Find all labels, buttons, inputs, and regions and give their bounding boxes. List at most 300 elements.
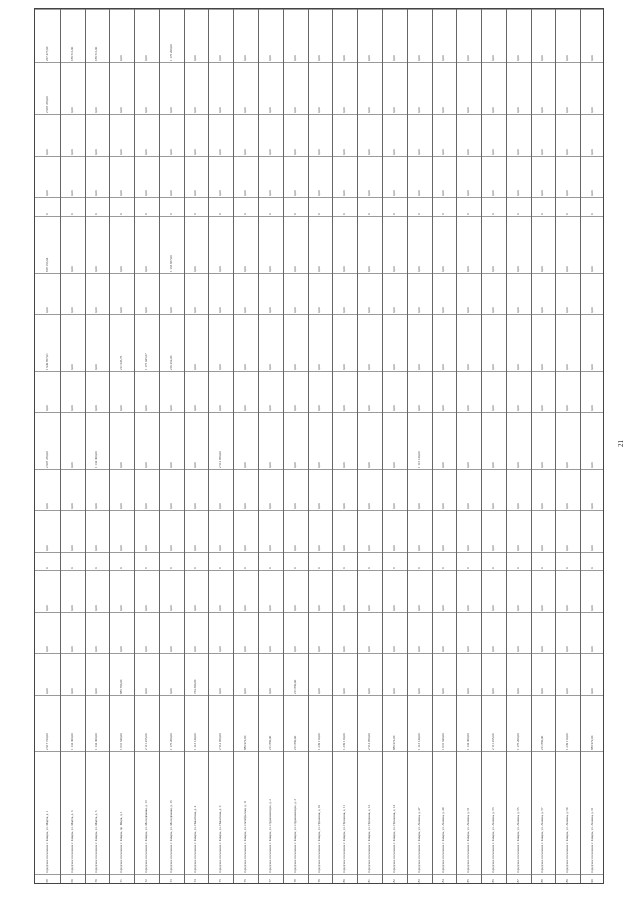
table-cell: 0,00	[267, 462, 272, 468]
table-cell: 0,00	[515, 405, 520, 412]
column-separator	[35, 197, 603, 198]
table-cell: 2 111 265,00	[143, 733, 148, 751]
table-cell: 0,00	[565, 605, 570, 611]
table-cell: 0,00	[515, 149, 520, 155]
table-cell: 0,00	[565, 55, 570, 61]
table-cell	[467, 214, 470, 216]
table-cell: 171	[119, 879, 124, 884]
table-cell: 0,00	[441, 364, 446, 370]
table-cell: 0,00	[441, 405, 446, 412]
table-cell: 0,00	[292, 646, 297, 653]
table-cell: 0,00	[466, 364, 471, 370]
table-cell: 0,00	[342, 107, 347, 114]
table-cell	[269, 214, 272, 216]
table-cell: 1 239 110,00	[317, 733, 322, 751]
table-cell: 0,00	[218, 107, 223, 114]
table-cell: 0,00	[590, 307, 594, 314]
table-cell: 0,00	[590, 605, 594, 611]
table-cell: 0,00	[540, 503, 545, 510]
table-cell: 0,00	[590, 190, 594, 197]
table-cell: 0,00	[565, 149, 570, 155]
table-cell: 0,00	[466, 307, 471, 314]
table-cell: 0,00	[466, 605, 471, 611]
table-cell	[492, 568, 495, 570]
table-cell: 0,00	[193, 107, 198, 114]
table-cell: 0,00	[490, 688, 495, 694]
table-cell: городское поселение г. Кимры, ул. Марта, д. 1	[44, 810, 49, 873]
table-cell	[170, 214, 173, 216]
table-cell: 174	[193, 879, 198, 884]
table-cell: 0,00	[416, 307, 421, 314]
table-cell: 0,00	[243, 646, 248, 653]
table-cell: 0,00	[243, 405, 248, 412]
row-separator	[456, 9, 457, 883]
table-cell: 0,00	[94, 646, 99, 653]
table-cell: 0,00	[490, 149, 495, 155]
table-cell: 2 907 470,00	[44, 450, 49, 468]
table-cell: 0,00	[342, 646, 347, 653]
row-separator	[382, 9, 383, 883]
table-cell: 0,00	[143, 544, 148, 551]
table-cell: 0,00	[441, 544, 446, 551]
table-cell: 0,00	[466, 544, 471, 551]
table-cell: 211 860,00	[267, 736, 272, 751]
table-cell: 0,00	[590, 646, 594, 653]
table-cell: 0,00	[342, 190, 347, 197]
table-cell	[318, 568, 321, 570]
table-cell: 0,00	[243, 307, 248, 314]
table-cell: 183	[416, 879, 421, 884]
table-cell: 0,00	[119, 646, 124, 653]
table-cell: 0,00	[366, 149, 371, 155]
table-cell: 0,00	[69, 605, 74, 611]
table-cell: 0,00	[490, 266, 495, 272]
table-cell: 0,00	[515, 107, 520, 114]
table-cell: 0,00	[391, 149, 396, 155]
row-separator	[134, 9, 135, 883]
table-cell: 189 511,00	[69, 46, 74, 61]
column-separator	[35, 751, 603, 752]
table-cell: 0,00	[590, 107, 594, 114]
table-cell: 0,00	[243, 503, 248, 510]
row-separator	[332, 9, 333, 883]
table-cell: 0,00	[490, 503, 495, 510]
row-separator	[555, 9, 556, 883]
table-cell: 0,00	[540, 266, 545, 272]
table-cell: 0,00	[441, 149, 446, 155]
table-cell: 880 972,00	[590, 735, 594, 751]
table-cell: 0,00	[69, 462, 74, 468]
table-cell	[145, 568, 148, 570]
table-cell	[566, 214, 569, 216]
table-cell: 0,00	[416, 55, 421, 61]
row-separator	[407, 9, 408, 883]
table-cell: 0,00	[44, 405, 49, 412]
table-cell: 188	[540, 879, 545, 884]
table-cell: городское поселение г. Кимры, ул. Ленина, д. 61	[590, 807, 594, 873]
table-cell	[541, 568, 544, 570]
table-cell: 0,00	[44, 646, 49, 653]
table-cell: 0,00	[466, 688, 471, 694]
row-separator	[308, 9, 309, 883]
table-cell: 175	[218, 879, 223, 884]
table-cell: 0,00	[143, 266, 148, 272]
table-cell: 0,00	[69, 364, 74, 370]
table-cell: 0,00	[218, 605, 223, 611]
table-cell: 0,00	[466, 646, 471, 653]
table-cell: 0,00	[391, 364, 396, 370]
table-cell: 219 262,00	[168, 355, 173, 370]
table-cell: 0,00	[366, 688, 371, 694]
row-separator	[184, 9, 185, 883]
table-cell: 0,00	[342, 405, 347, 412]
table-cell: 0,00	[515, 544, 520, 551]
column-separator	[35, 874, 603, 875]
table-cell: городское поселение г. Кимры, ул. Ленина, д. 55	[515, 807, 520, 873]
table-cell	[219, 568, 222, 570]
table-cell	[343, 214, 346, 216]
table-cell: 0,00	[540, 149, 545, 155]
table-cell: 0,00	[317, 544, 322, 551]
table-cell: 0,00	[193, 190, 198, 197]
table-cell: 0,00	[292, 107, 297, 114]
table-cell: 0,00	[590, 364, 594, 370]
row-separator	[580, 9, 581, 883]
table-cell: 0,00	[540, 462, 545, 468]
table-cell: 0,00	[342, 605, 347, 611]
table-cell: городское поселение г. Кимры, ул. Орджоникидзе, д. 2	[267, 798, 272, 873]
table-cell: 0,00	[243, 364, 248, 370]
table-cell: 0,00	[292, 266, 297, 272]
column-separator	[35, 570, 603, 571]
table-cell: 168	[44, 879, 49, 884]
table-cell: 170	[94, 879, 99, 884]
table-cell: 0,00	[267, 405, 272, 412]
table-cell: 0,00	[143, 190, 148, 197]
column-separator	[35, 510, 603, 511]
table-cell: городское поселение г. Кимры, ул. Ленина, д. 59	[565, 807, 570, 873]
table-cell: 0,00	[267, 605, 272, 611]
table-cell: 0,00	[590, 544, 594, 551]
table-cell: 0,00	[218, 190, 223, 197]
table-cell: 211 860,00	[292, 736, 297, 751]
table-cell: 0,00	[317, 107, 322, 114]
table-cell: 0,00	[317, 364, 322, 370]
table-cell: 0,00	[292, 462, 297, 468]
table-cell: 0,00	[243, 55, 248, 61]
table-cell: 0,00	[168, 107, 173, 114]
table-cell: 0,00	[366, 364, 371, 370]
table-cell: 0,00	[143, 55, 148, 61]
table-cell: 0,00	[193, 266, 198, 272]
table-cell: 0,00	[292, 405, 297, 412]
table-cell: 0,00	[466, 190, 471, 197]
table-cell: 182	[391, 879, 396, 884]
table-cell: 0,00	[391, 55, 396, 61]
table-cell: 0,00	[317, 266, 322, 272]
table-cell: 0,00	[267, 107, 272, 114]
table-cell: 0,00	[515, 462, 520, 468]
table-cell: 0,00	[292, 544, 297, 551]
table-cell: 0,00	[119, 605, 124, 611]
table-cell: 1 113 140,00	[193, 733, 198, 751]
table-cell: 1 176 200,00	[168, 733, 173, 751]
table-cell: 2 907 470,00	[44, 96, 49, 114]
table-cell: 1 949 857,01	[44, 352, 49, 370]
table-cell	[442, 568, 445, 570]
table-cell: 0,00	[416, 688, 421, 694]
table-cell: 0,00	[267, 503, 272, 510]
table-cell: 0,00	[94, 149, 99, 155]
table-cell: 0,00	[94, 266, 99, 272]
table-cell: 0,00	[267, 149, 272, 155]
table-cell: 0,00	[391, 266, 396, 272]
table-cell: 172	[143, 879, 148, 884]
table-cell: 0,00	[540, 55, 545, 61]
table-cell: 187	[515, 879, 520, 884]
column-separator	[35, 695, 603, 696]
table-cell: 1 134 300,00	[69, 733, 74, 751]
table-cell: 0,00	[119, 107, 124, 114]
table-cell	[467, 568, 470, 570]
column-separator	[35, 653, 603, 654]
table-cell: 1 175 045,67	[143, 352, 148, 370]
table-cell: 0,00	[317, 646, 322, 653]
table-cell: 0,00	[342, 544, 347, 551]
table-cell: 0,00	[143, 646, 148, 653]
table-cell: 0,00	[366, 405, 371, 412]
row-separator	[531, 9, 532, 883]
table-cell: 0,00	[243, 688, 248, 694]
table-cell: 1 031 640,00	[441, 733, 446, 751]
table-cell: 0,00	[366, 462, 371, 468]
table-cell: 0,00	[391, 107, 396, 114]
table-cell: 0,00	[44, 503, 49, 510]
table-cell: 0,00	[267, 646, 272, 653]
table-cell: 0,00	[490, 55, 495, 61]
table-cell: 0,00	[441, 190, 446, 197]
table-cell	[318, 214, 321, 216]
table-cell: 0,00	[168, 605, 173, 611]
table-cell: 0,00	[168, 190, 173, 197]
table-cell: 0,00	[267, 55, 272, 61]
table-cell: 0,00	[119, 307, 124, 314]
table-cell: 0,00	[515, 503, 520, 510]
table-cell: 0,00	[94, 190, 99, 197]
table-cell: 0,00	[218, 55, 223, 61]
table-cell: 0,00	[292, 55, 297, 61]
table-cell: 0,00	[69, 503, 74, 510]
table-cell: 0,00	[218, 266, 223, 272]
table-cell: 0,00	[317, 503, 322, 510]
table-cell: 0,00	[267, 544, 272, 551]
table-cell: 0,00	[193, 462, 198, 468]
table-cell: 0,00	[267, 688, 272, 694]
table-cell: 0,00	[342, 266, 347, 272]
table-cell	[95, 568, 98, 570]
table-cell	[194, 568, 197, 570]
table-cell: 0,00	[416, 149, 421, 155]
table-cell: 0,00	[218, 405, 223, 412]
table-cell: 0,00	[168, 646, 173, 653]
table-cell: 0,00	[143, 688, 148, 694]
table-cell: 0,00	[416, 646, 421, 653]
table-cell: 0,00	[466, 405, 471, 412]
table-cell: 0,00	[218, 688, 223, 694]
table-cell: 0,00	[515, 266, 520, 272]
table-cell: 0,00	[119, 462, 124, 468]
table-cell: 0,00	[218, 307, 223, 314]
table-cell: городское поселение г. Кимры, ул. Пушкина, д. 10	[317, 804, 322, 873]
table-cell: 0,00	[143, 462, 148, 468]
row-separator	[258, 9, 259, 883]
table-cell: городское поселение г. Кимры, ул. Ленина, д. 47	[416, 807, 421, 873]
table-cell	[145, 214, 148, 216]
table-cell: 190	[590, 879, 594, 884]
table-cell: 2 512 950,00	[218, 733, 223, 751]
table-cell: 211 860,00	[292, 679, 297, 694]
table-cell	[170, 568, 173, 570]
table-cell: 0,00	[69, 307, 74, 314]
table-cell: 0,00	[44, 605, 49, 611]
table-cell: 1 239 110,00	[342, 733, 347, 751]
table-cell	[418, 568, 421, 570]
table-cell: 0,00	[317, 688, 322, 694]
table-cell: городское поселение г. Кимры, ул. Ленина, д. 53	[490, 807, 495, 873]
table-cell: 0,00	[94, 405, 99, 412]
table-cell: 0,00	[515, 307, 520, 314]
column-separator	[35, 469, 603, 470]
table-cell: 0,00	[168, 149, 173, 155]
table-cell: 0,00	[218, 646, 223, 653]
table-cell: 0,00	[119, 544, 124, 551]
table-cell: 0,00	[69, 405, 74, 412]
row-separator	[506, 9, 507, 883]
table-cell	[368, 214, 371, 216]
table-cell: 0,00	[515, 364, 520, 370]
row-separator	[283, 9, 284, 883]
table-cell: 181	[366, 879, 371, 884]
table-cell: городское поселение г. Кимры, ул. Ленина, д. 49	[441, 807, 446, 873]
table-cell: 176	[243, 879, 248, 884]
table-cell: 0,00	[243, 107, 248, 114]
table-cell: 0,00	[490, 544, 495, 551]
table-cell: 0,00	[193, 149, 198, 155]
table-cell: 0,00	[94, 544, 99, 551]
table-cell: 0,00	[391, 190, 396, 197]
table-cell	[393, 568, 396, 570]
table-cell: городское поселение г. Кимры, ул. Молодёжная, д. 15	[168, 800, 173, 873]
table-cell: 0,00	[416, 405, 421, 412]
table-cell	[46, 568, 49, 570]
table-cell: 211 645,76	[119, 355, 124, 370]
table-cell: городское поселение г. Кимры, ул. Пушкина, д. 11	[342, 804, 347, 873]
table-cell: 0,00	[119, 503, 124, 510]
table-cell: 0,00	[243, 149, 248, 155]
table-cell: 0,00	[466, 107, 471, 114]
table-cell: 0,00	[243, 190, 248, 197]
table-cell: 0,00	[193, 544, 198, 551]
table-cell: 0,00	[540, 364, 545, 370]
table-cell: 0,00	[218, 503, 223, 510]
column-separator	[35, 62, 603, 63]
table-cell	[244, 568, 247, 570]
table-cell	[393, 214, 396, 216]
table-cell: 0,00	[515, 55, 520, 61]
table-cell: 0,00	[366, 307, 371, 314]
table-cell: городское поселение г. Кимры, ул. Орджоникидзе, д. 3	[292, 798, 297, 873]
table-cell: городское поселение г. Кимры, ул. Марта, д. 3	[69, 810, 74, 873]
table-cell: 0,00	[168, 307, 173, 314]
table-cell: 0,00	[590, 503, 594, 510]
table-cell: 0,00	[416, 266, 421, 272]
table-cell: 0,00	[119, 190, 124, 197]
table-cell: 0,00	[416, 190, 421, 197]
table-cell: городское поселение г. Кимры, ул. Никитина, д. 4	[193, 805, 198, 873]
table-cell	[591, 568, 594, 570]
table-cell: 0,00	[44, 688, 49, 694]
table-cell: 0,00	[94, 688, 99, 694]
table-cell: 0,00	[218, 149, 223, 155]
table-cell	[294, 214, 297, 216]
table-cell: 0,00	[540, 190, 545, 197]
table-cell: 0,00	[416, 107, 421, 114]
table-cell: 2 512 950,00	[218, 450, 223, 468]
table-cell: 0,00	[590, 405, 594, 412]
table-cell: 0,00	[69, 544, 74, 551]
table-cell: 0,00	[143, 149, 148, 155]
table-cell: 0,00	[540, 688, 545, 694]
table-cell: 0,00	[168, 544, 173, 551]
table-cell: 0,00	[94, 605, 99, 611]
table-cell: 2 111 265,00	[490, 733, 495, 751]
table-cell	[244, 214, 247, 216]
table-cell: 0,00	[441, 605, 446, 611]
table-cell	[71, 568, 74, 570]
table-cell: 0,00	[565, 307, 570, 314]
table-cell: городское поселение г. Кимры, пр. Мира, д. 1	[119, 811, 124, 873]
table-cell: 0,00	[565, 688, 570, 694]
table-cell: 0,00	[94, 503, 99, 510]
table-cell: 0,00	[143, 405, 148, 412]
table-cell: 0,00	[193, 646, 198, 653]
table-cell: 0,00	[366, 266, 371, 272]
table-cell: 0,00	[565, 405, 570, 412]
table-cell: 0,00	[565, 107, 570, 114]
column-separator	[35, 216, 603, 217]
table-cell: городское поселение г. Кимры, ул. Молодёжная, д. 13	[143, 800, 148, 873]
table-cell: 1 113 140,00	[416, 451, 421, 468]
table-cell: 0,00	[342, 364, 347, 370]
table-cell: 0,00	[416, 503, 421, 510]
table-cell: 0,00	[515, 646, 520, 653]
table-cell	[71, 214, 74, 216]
table-cell: 0,00	[168, 688, 173, 694]
table-cell: 0,00	[243, 544, 248, 551]
table-cell: 0,00	[267, 266, 272, 272]
table-cell: 0,00	[366, 503, 371, 510]
table-cell	[120, 568, 123, 570]
table-cell: 0,00	[466, 462, 471, 468]
table-cell: городское поселение г. Кимры, ул. Марта, д. 5	[94, 810, 99, 873]
row-separator	[109, 9, 110, 883]
table-cell: 0,00	[193, 605, 198, 611]
table-cell: 0,00	[416, 364, 421, 370]
table-cell: 886 700,00	[119, 679, 124, 694]
table-cell: 0,00	[565, 190, 570, 197]
table-cell: 0,00	[490, 107, 495, 114]
row-separator	[208, 9, 209, 883]
